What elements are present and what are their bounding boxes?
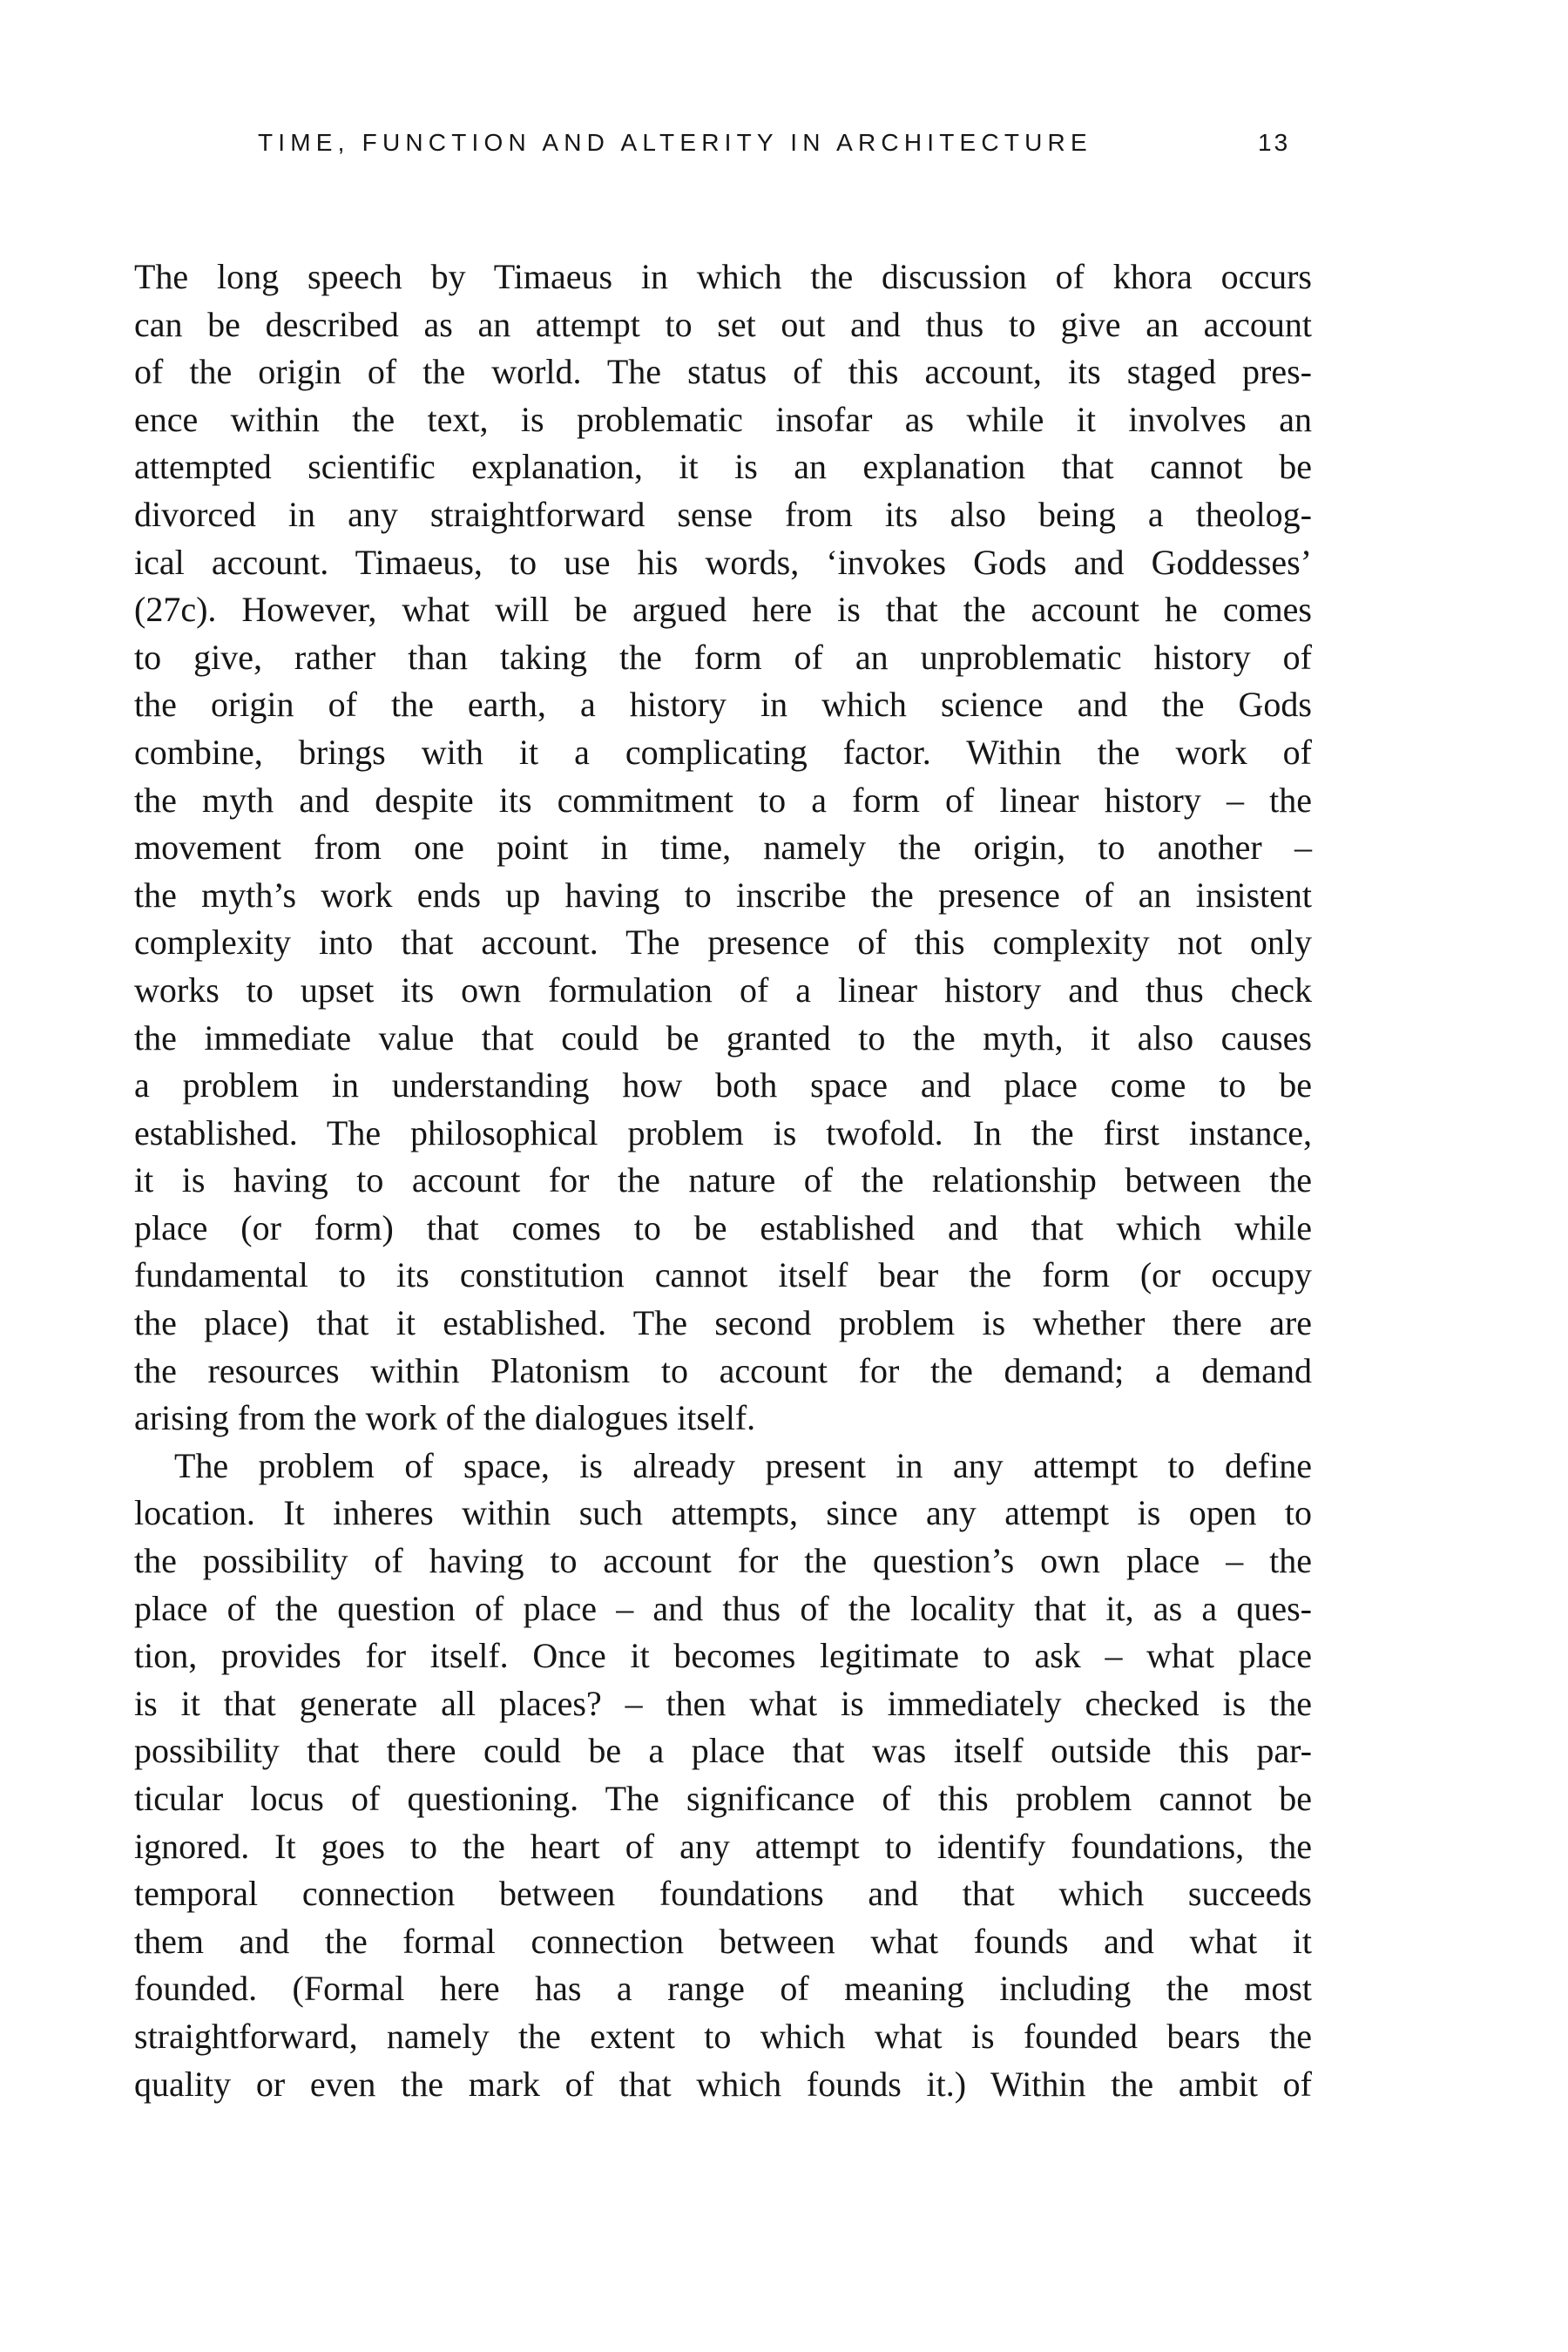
- text-line: ticular locus of questioning. The significance of this problem cannot be: [134, 1779, 1312, 1818]
- text-line: divorced in any straightforward sense from its also being a theolog-: [134, 494, 1312, 534]
- text-line: the origin of the earth, a history in which science and the Gods: [134, 685, 1312, 725]
- text-line: temporal connection between foundations and that which succeeds: [134, 1874, 1312, 1914]
- text-line: it is having to account for the nature of the relationship between the: [134, 1160, 1312, 1200]
- page-number: 13: [1258, 129, 1291, 156]
- text-line: complexity into that account. The presence of this complexity not only: [134, 923, 1312, 963]
- text-line: a problem in understanding how both space and place come to be: [134, 1065, 1312, 1105]
- text-line: them and the formal connection between what founds and what it: [134, 1921, 1312, 1961]
- text-line: ical account. Timaeus, to use his words, ‘invokes Gods and Goddesses’: [134, 542, 1312, 582]
- text-line: quality or even the mark of that which founds it.) Within the ambit of: [134, 2064, 1312, 2104]
- text-line: can be described as an attempt to set out and thus to give an account: [134, 304, 1312, 344]
- text-line: works to upset its own formulation of a linear history and thus check: [134, 970, 1312, 1010]
- text-line: of the origin of the world. The status of this account, its staged pres-: [134, 352, 1312, 392]
- text-line: possibility that there could be a place that was itself outside this par-: [134, 1731, 1312, 1771]
- text-line: established. The philosophical problem is twofold. In the first instance,: [134, 1112, 1312, 1152]
- text-line: attempted scientific explanation, it is an explanation that cannot be: [134, 447, 1312, 487]
- text-line: place (or form) that comes to be established and that which while: [134, 1207, 1312, 1247]
- text-line: is it that generate all places? – then what is immediately checked is the: [134, 1683, 1312, 1723]
- running-head: [258, 129, 1303, 164]
- text-line: ignored. It goes to the heart of any attempt to identify foundations, the: [134, 1826, 1312, 1866]
- text-line: straightforward, namely the extent to which what is founded bears the: [134, 2016, 1312, 2056]
- paragraph-2: [134, 1443, 1312, 2108]
- text-line: the immediate value that could be granted to the myth, it also causes: [134, 1017, 1312, 1058]
- text-line: movement from one point in time, namely the origin, to another –: [134, 828, 1312, 868]
- text-line: the myth and despite its commitment to a form of linear history – the: [134, 780, 1312, 820]
- running-title: TIME, FUNCTION AND ALTERITY IN ARCHITECTURE: [258, 129, 1092, 156]
- text-line: combine, brings with it a complicating factor. Within the work of: [134, 732, 1312, 772]
- text-line: the place) that it established. The second problem is whether there are: [134, 1303, 1312, 1343]
- text-line: the resources within Platonism to account for the demand; a demand: [134, 1350, 1312, 1390]
- text-line: founded. (Formal here has a range of meaning including the most: [134, 1969, 1312, 2009]
- text-line: (27c). However, what will be argued here is that the account he comes: [134, 590, 1312, 630]
- text-line: fundamental to its constitution cannot itself bear the form (or occupy: [134, 1255, 1312, 1295]
- text-line: arising from the work of the dialogues itself.: [134, 1398, 756, 1438]
- body-text: [134, 253, 1312, 2108]
- text-line: The long speech by Timaeus in which the discussion of khora occurs: [134, 257, 1312, 296]
- text-line: tion, provides for itself. Once it becomes legitimate to ask – what place: [134, 1636, 1312, 1676]
- text-line: place of the question of place – and thus of the locality that it, as a ques-: [134, 1588, 1312, 1628]
- text-line: The problem of space, is already present in any attempt to define: [174, 1445, 1312, 1485]
- text-line: ence within the text, is problematic insofar as while it involves an: [134, 399, 1312, 439]
- text-line: the possibility of having to account for the question’s own place – the: [134, 1541, 1312, 1581]
- text-line: location. It inheres within such attempts, since any attempt is open to: [134, 1493, 1312, 1533]
- text-line: the myth’s work ends up having to inscribe the presence of an insistent: [134, 875, 1312, 915]
- paragraph-1: [134, 253, 1312, 1443]
- text-line: to give, rather than taking the form of an unproblematic history of: [134, 637, 1312, 677]
